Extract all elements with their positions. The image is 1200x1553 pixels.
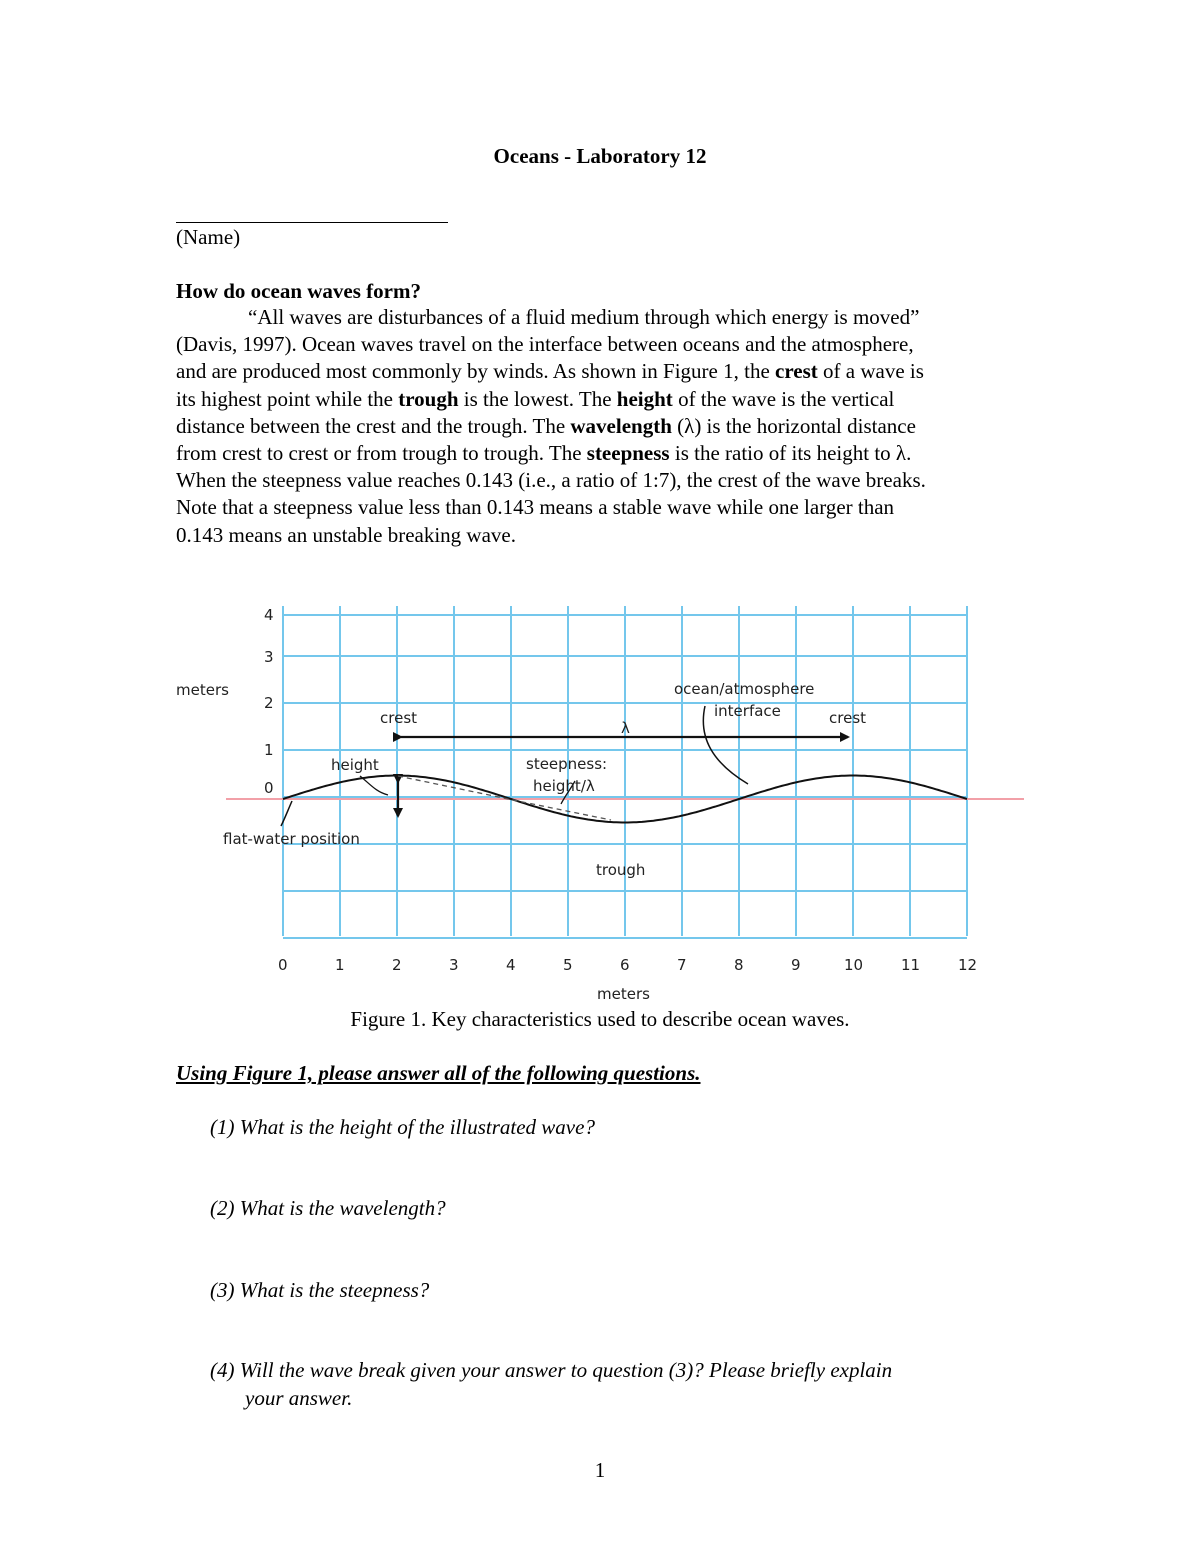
x-tick-label: 3 [449,956,459,974]
term-trough: trough [398,386,459,411]
instructions: Using Figure 1, please answer all of the following questions. [176,1061,701,1085]
question-2: (2) What is the wavelength? [210,1196,446,1220]
x-tick-label: 11 [901,956,921,974]
x-tick-label: 6 [620,956,630,974]
steepness-label-line2: height/λ [533,777,595,795]
term-height: height [616,386,673,411]
interface-label-line1: ocean/atmosphere [674,680,815,698]
x-tick-label: 5 [563,956,573,974]
y-tick-label: 2 [264,694,274,712]
y-tick-label: 4 [264,606,274,624]
wave-diagram [176,598,1028,1008]
page-title: Oceans - Laboratory 12 [493,144,707,168]
lambda-label: λ [621,719,630,737]
y-axis-label: meters [176,681,229,699]
question-1: (1) What is the height of the illustrated wave? [210,1115,595,1139]
paragraph-line: its highest point while the trough is the lowest. The height of the wave is the vertical [176,386,895,411]
x-tick-label: 12 [958,956,978,974]
x-tick-label: 4 [506,956,516,974]
y-tick-label: 3 [264,648,274,666]
x-tick-label: 9 [791,956,801,974]
paragraph-line: from crest to crest or from trough to trough. The steepness is the ratio of its height to λ. [176,441,912,466]
axis-ticks [264,606,977,974]
trough-label: trough [596,861,646,879]
question-4 [210,1357,892,1412]
paragraph-line: Note that a steepness value less than 0.143 means a stable wave while one larger than [176,495,895,520]
height-label: height [331,756,379,774]
paragraph-line: (Davis, 1997). Ocean waves travel on the interface between oceans and the atmosphere, [176,332,914,357]
x-axis-label: meters [597,985,650,1003]
x-tick-label: 10 [844,956,864,974]
x-tick-label: 8 [734,956,744,974]
intro-paragraph [176,304,1036,549]
x-tick-label: 1 [335,956,345,974]
steepness-label-line1: steepness: [526,755,608,773]
height-pointer-line [360,776,388,795]
name-label: (Name) [176,225,241,249]
y-tick-label: 0 [264,779,274,797]
crest-left-label: crest [380,709,418,727]
name-blank-line [176,222,448,223]
paragraph-line: 0.143 means an unstable breaking wave. [176,522,516,547]
term-steepness: steepness [586,441,670,466]
paragraph-line: distance between the crest and the trough. The wavelength (λ) is the horizontal distance [176,413,916,438]
term-crest: crest [775,359,818,384]
section-heading: How do ocean waves form? [176,279,421,303]
interface-label-line2: interface [714,702,781,720]
crest-right-label: crest [829,709,867,727]
paragraph-line: and are produced most commonly by winds. As shown in Figure 1, the crest of a wave is [176,359,924,384]
x-tick-label: 7 [677,956,687,974]
x-tick-label: 2 [392,956,402,974]
question-3: (3) What is the steepness? [210,1278,430,1302]
figure-caption: Figure 1. Key characteristics used to describe ocean waves. [350,1007,850,1031]
term-wavelength: wavelength [570,413,672,438]
y-tick-label: 1 [264,741,274,759]
question-4-line1: (4) Will the wave break given your answer to question (3)? Please briefly explain [210,1358,893,1382]
question-4-line2: your answer. [245,1385,353,1410]
paragraph-line: “All waves are disturbances of a fluid medium through which energy is moved” [248,305,920,329]
flat-water-label: flat-water position [223,830,360,848]
wave-figure [176,598,1028,1008]
page-number: 1 [594,1458,606,1482]
paragraph-line: When the steepness value reaches 0.143 (i.e., a ratio of 1:7), the crest of the wave breaks. [176,468,926,493]
x-tick-label: 0 [278,956,288,974]
grid [283,606,967,938]
